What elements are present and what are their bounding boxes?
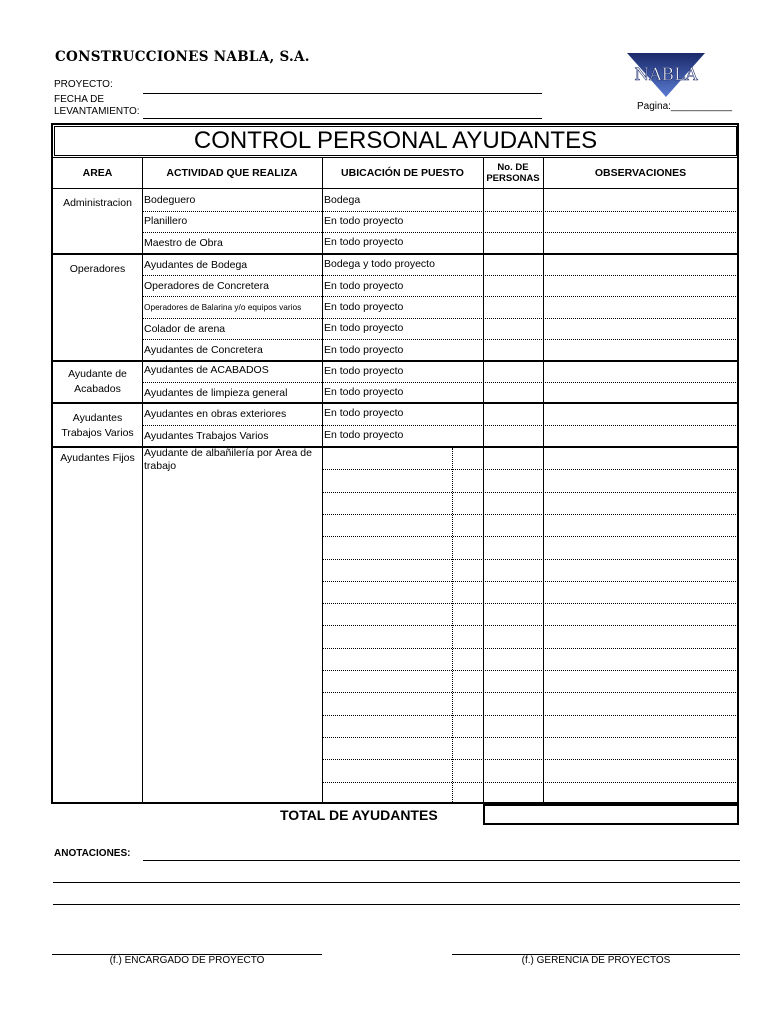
group-divider <box>53 402 738 404</box>
row-divider <box>322 625 738 626</box>
ubicacion-cell: Bodega y todo proyecto <box>324 258 435 270</box>
ubicacion-cell: En todo proyecto <box>324 365 404 377</box>
anotaciones-line[interactable] <box>53 904 740 905</box>
ubicacion-cell: En todo proyecto <box>324 301 404 313</box>
actividad-cell: Planillero <box>144 215 188 227</box>
ubicacion-cell: En todo proyecto <box>324 407 404 419</box>
signature-label-encargado: (f.) ENCARGADO DE PROYECTO <box>109 955 265 966</box>
actividad-cell: Operadores de Concretera <box>144 280 269 292</box>
row-divider <box>322 648 738 649</box>
row-divider <box>142 425 738 426</box>
anotaciones-line[interactable] <box>143 860 740 861</box>
actividad-cell: Ayudantes de ACABADOS <box>144 364 269 376</box>
fecha-label-line2: LEVANTAMIENTO: <box>54 106 140 117</box>
header-bottom-rule <box>53 188 738 189</box>
row-divider <box>322 581 738 582</box>
ubicacion-cell: Bodega <box>324 194 361 206</box>
form-title: CONTROL PERSONAL AYUDANTES <box>54 126 737 156</box>
signature-label-gerencia: (f.) GERENCIA DE PROYECTOS <box>521 955 671 966</box>
col-header-actividad: ACTIVIDAD QUE REALIZA <box>166 166 298 179</box>
total-value-box[interactable] <box>483 804 739 825</box>
row-divider <box>142 296 738 297</box>
area-fijos: Ayudantes Fijos <box>60 452 135 464</box>
col-header-observaciones: OBSERVACIONES <box>594 166 687 179</box>
ubicacion-cell: En todo proyecto <box>324 236 404 248</box>
actividad-cell: Colador de arena <box>144 323 226 335</box>
actividad-cell: Operadores de Balarina y/o equipos varios <box>144 302 302 312</box>
fecha-label-line1: FECHA DE <box>54 94 105 105</box>
proyecto-field-line[interactable] <box>143 93 542 94</box>
nabla-logo <box>623 51 709 99</box>
area-acabados: Ayudante de Acabados <box>68 368 127 395</box>
actividad-cell: Ayudante de albañilería por Área de trabajo <box>144 447 312 472</box>
proyecto-label: PROYECTO: <box>54 79 113 90</box>
group-divider <box>53 360 738 362</box>
ubicacion-cell: En todo proyecto <box>324 280 404 292</box>
area-trabajos-varios: Ayudantes Trabajos Varios <box>61 412 134 439</box>
row-divider <box>322 759 738 760</box>
row-divider <box>142 339 738 340</box>
row-divider <box>322 737 738 738</box>
company-name: CONSTRUCCIONES NABLA, S.A. <box>55 49 310 65</box>
actividad-cell: Ayudantes en obras exteriores <box>144 408 287 420</box>
ubicacion-cell: En todo proyecto <box>324 429 404 441</box>
col-header-ubicacion: UBICACIÓN DE PUESTO <box>341 166 464 179</box>
actividad-cell: Ayudantes de limpieza general <box>144 387 288 399</box>
row-divider <box>322 715 738 716</box>
fecha-field-line[interactable] <box>143 118 542 119</box>
col-divider-dotted <box>452 448 453 804</box>
row-divider <box>322 492 738 493</box>
row-divider <box>322 536 738 537</box>
row-divider <box>142 318 738 319</box>
row-divider <box>322 469 738 470</box>
row-divider <box>142 275 738 276</box>
logo-text: NABLA <box>634 65 698 85</box>
ubicacion-cell: En todo proyecto <box>324 386 404 398</box>
actividad-cell: Bodeguero <box>144 194 196 206</box>
ubicacion-cell: En todo proyecto <box>324 322 404 334</box>
row-divider <box>322 670 738 671</box>
area-administracion: Administracion <box>63 197 132 209</box>
actividad-cell: Maestro de Obra <box>144 237 223 249</box>
anotaciones-label: ANOTACIONES: <box>54 848 131 859</box>
row-divider <box>322 782 738 783</box>
col-header-personas: No. DE PERSONAS <box>486 162 540 184</box>
pagina-label: Pagina:___________ <box>637 101 733 112</box>
actividad-cell: Ayudantes de Concretera <box>144 344 263 356</box>
anotaciones-line[interactable] <box>53 882 740 883</box>
row-divider <box>322 514 738 515</box>
total-label: TOTAL DE AYUDANTES <box>280 807 438 823</box>
actividad-cell: Ayudantes de Bodega <box>144 259 248 271</box>
row-divider <box>322 559 738 560</box>
ubicacion-cell: En todo proyecto <box>324 344 404 356</box>
row-divider <box>142 382 738 383</box>
row-divider <box>322 692 738 693</box>
area-operadores: Operadores <box>69 263 126 275</box>
ubicacion-cell: En todo proyecto <box>324 215 404 227</box>
row-divider <box>322 603 738 604</box>
actividad-cell: Ayudantes Trabajos Varios <box>144 430 269 442</box>
group-divider <box>53 253 738 255</box>
row-divider <box>142 211 738 212</box>
row-divider <box>142 232 738 233</box>
col-header-area: AREA <box>82 166 113 179</box>
